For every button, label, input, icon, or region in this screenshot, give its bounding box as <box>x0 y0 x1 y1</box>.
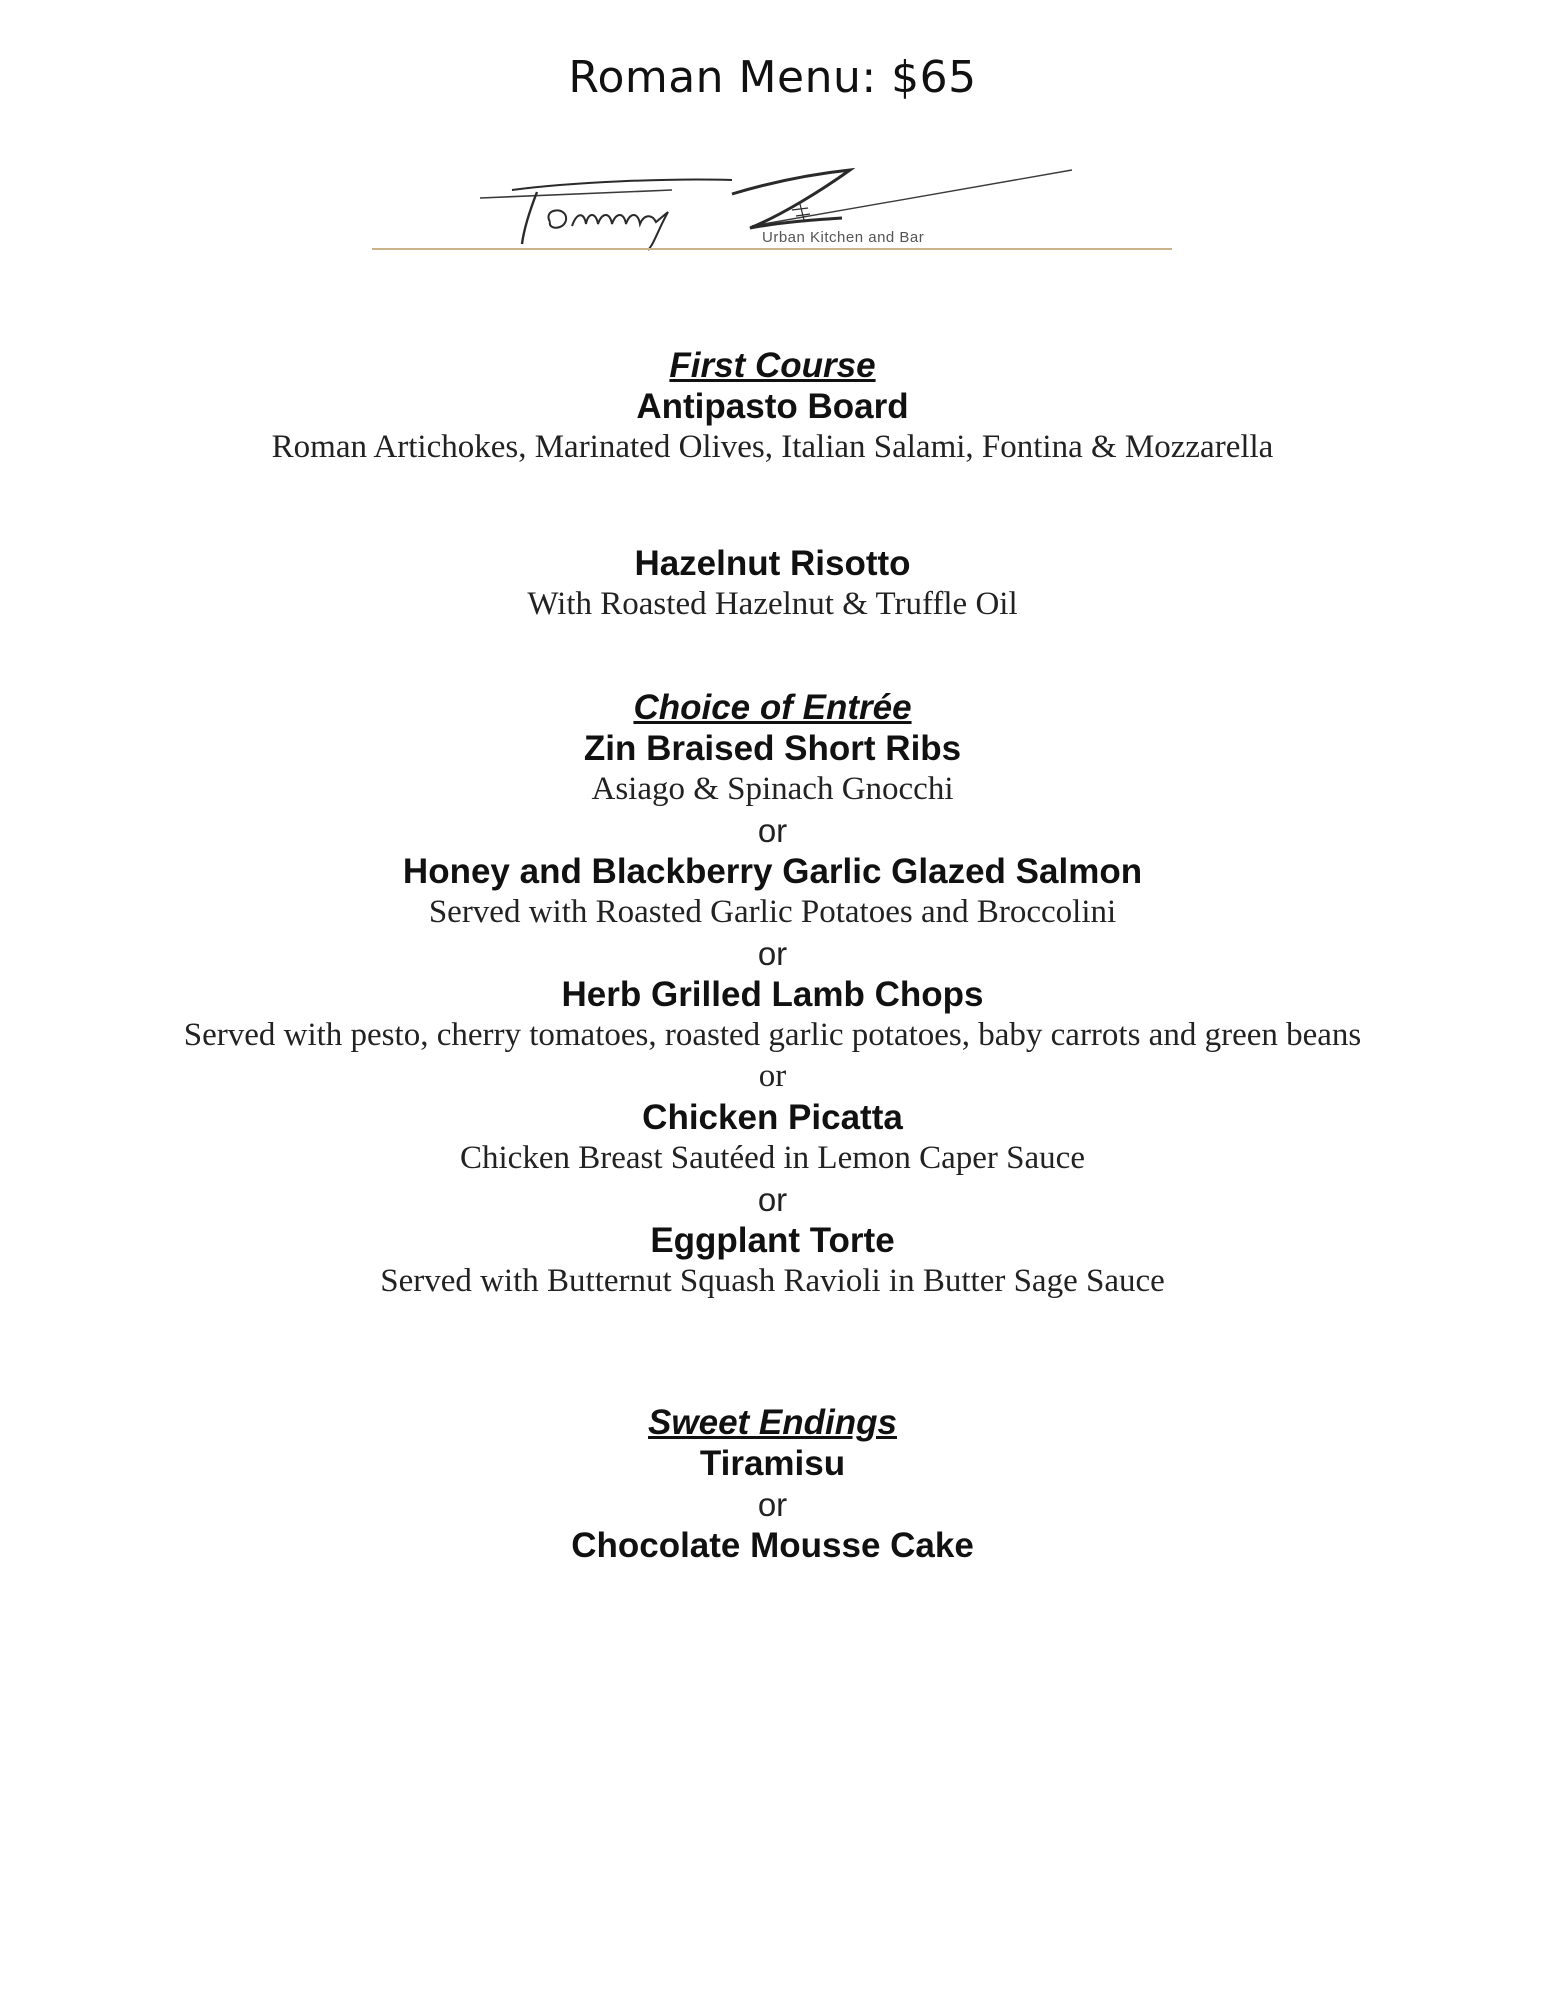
first-course-heading: First Course <box>669 346 876 385</box>
logo-tagline: Urban Kitchen and Bar <box>762 229 925 246</box>
dish-description: Served with Roasted Garlic Potatoes and Broccolini <box>428 894 1117 930</box>
dessert-heading: Sweet Endings <box>648 1403 897 1442</box>
dish-name: Tiramisu <box>699 1444 846 1483</box>
dish-description: Roman Artichokes, Marinated Olives, Italian Salami, Fontina & Mozzarella <box>271 429 1274 465</box>
dish-name: Chocolate Mousse Cake <box>571 1526 974 1565</box>
dish-name: Chicken Picatta <box>642 1098 903 1137</box>
entree-heading: Choice of Entrée <box>633 688 912 727</box>
dish-description: Served with pesto, cherry tomatoes, roasted garlic potatoes, baby carrots and green beans <box>183 1017 1362 1053</box>
dish-description: Chicken Breast Sautéed in Lemon Caper Sauce <box>460 1140 1085 1176</box>
dish-name: Hazelnut Risotto <box>634 544 911 583</box>
dish-name: Herb Grilled Lamb Chops <box>561 975 984 1014</box>
dish-description: Served with Butternut Squash Ravioli in Butter Sage Sauce <box>380 1263 1165 1299</box>
dish-name: Eggplant Torte <box>650 1221 895 1260</box>
dish-description: With Roasted Hazelnut & Truffle Oil <box>527 586 1018 622</box>
or-separator: or <box>757 812 788 849</box>
or-separator: or <box>757 1181 788 1218</box>
page-title: Roman Menu: $65 <box>568 52 977 103</box>
or-separator: or <box>757 935 788 972</box>
restaurant-logo <box>372 160 1172 260</box>
menu-body <box>0 345 1545 1566</box>
dish-name: Honey and Blackberry Garlic Glazed Salmon <box>402 852 1143 891</box>
or-separator: or <box>757 1486 788 1523</box>
or-separator: or <box>758 1058 787 1094</box>
dish-description: Asiago & Spinach Gnocchi <box>591 771 954 807</box>
dish-name: Antipasto Board <box>636 387 909 426</box>
dish-name: Zin Braised Short Ribs <box>583 729 962 768</box>
